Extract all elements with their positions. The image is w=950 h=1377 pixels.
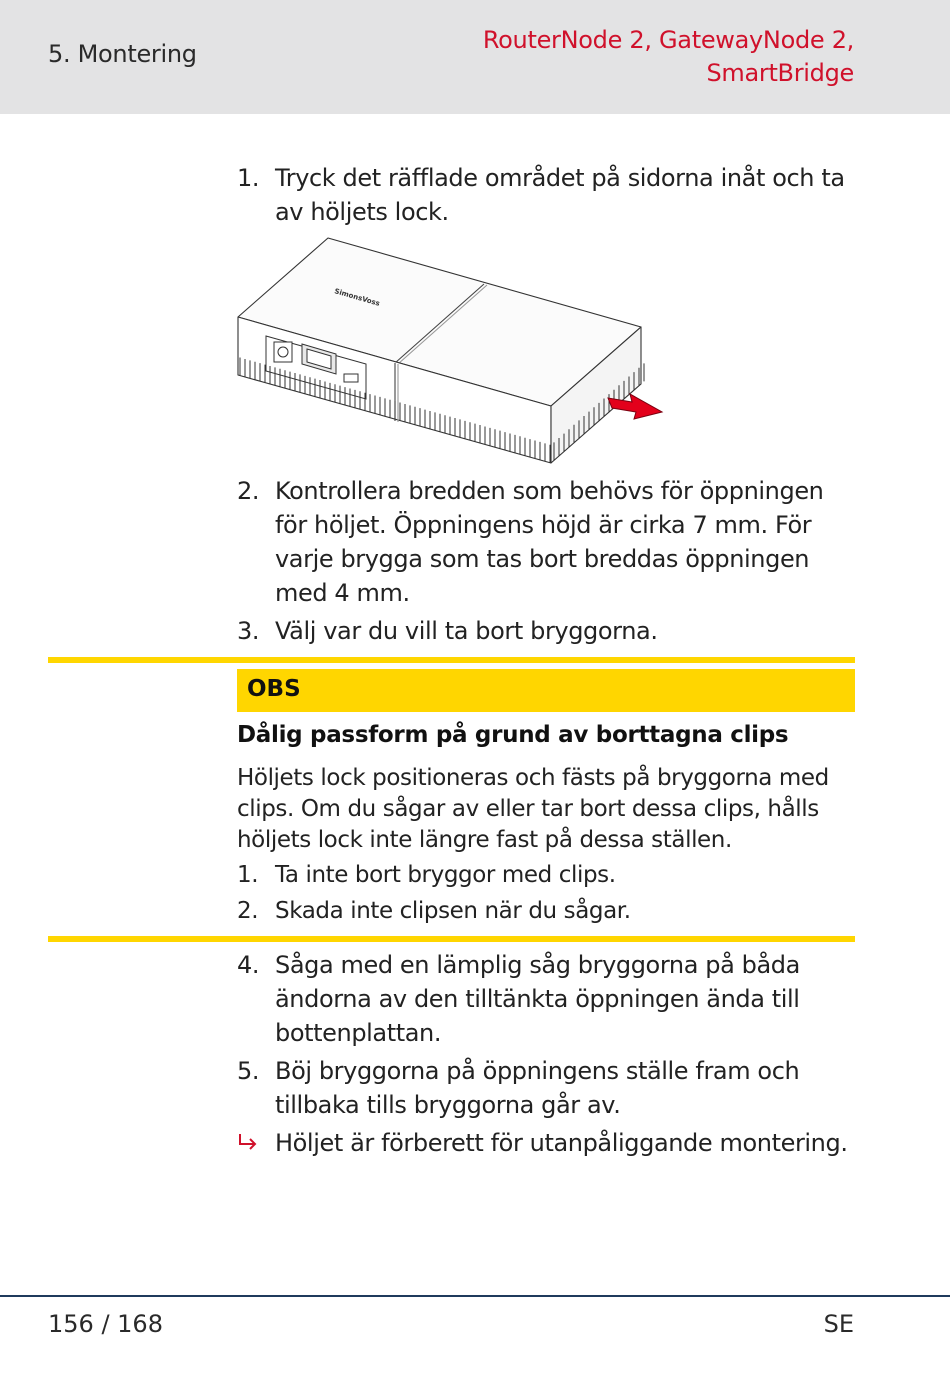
step-number: 5. xyxy=(237,1057,260,1085)
notice-top-rule xyxy=(48,657,855,663)
step-text: Böj bryggorna på öppningens ställe fram och tillbaka tills bryggorna går av. xyxy=(275,1057,800,1119)
step-text: Tryck det räfflade området på sidorna inåt och ta av höljets lock. xyxy=(275,164,845,226)
device-illustration xyxy=(236,236,668,468)
page-number: 156 / 168 xyxy=(48,1310,163,1338)
step-3 xyxy=(237,614,855,648)
notice-item-text: Ta inte bort bryggor med clips. xyxy=(275,862,616,888)
notice-item-1 xyxy=(237,860,855,890)
notice-item-number: 1. xyxy=(237,862,259,888)
result-text: Höljet är förberett för utanpåliggande montering. xyxy=(275,1129,848,1157)
step-text: Välj var du vill ta bort bryggorna. xyxy=(275,617,658,645)
step-1 xyxy=(237,161,855,229)
notice-label: OBS xyxy=(247,676,301,702)
product-title xyxy=(483,24,854,90)
step-2 xyxy=(237,474,855,610)
notice-title: Dålig passform på grund av borttagna clips xyxy=(237,722,789,748)
notice-item-2 xyxy=(237,896,855,926)
notice-bottom-rule xyxy=(48,936,855,942)
usb-port-icon xyxy=(344,374,358,382)
step-4 xyxy=(237,948,855,1050)
notice-label-bar xyxy=(237,669,855,712)
step-number: 1. xyxy=(237,164,260,192)
product-title-line1: RouterNode 2, GatewayNode 2, xyxy=(482,26,854,54)
step-number: 4. xyxy=(237,951,260,979)
step-text: Såga med en lämplig såg bryggorna på båda ändorna av den tilltänkta öppningen ända till bottenplattan. xyxy=(275,951,800,1047)
language-code: SE xyxy=(823,1310,854,1338)
step-number: 3. xyxy=(237,617,260,645)
footer-rule xyxy=(0,1295,950,1297)
page-header xyxy=(0,0,950,114)
notice-body: Höljets lock positioneras och fästs på bryggorna med clips. Om du sågar av eller tar bort dessa clips, hålls höljets lock inte längre fast på dessa ställen. xyxy=(237,765,829,853)
step-text: Kontrollera bredden som behövs för öppningen för höljet. Öppningens höjd är cirka 7 mm. För varje brygga som tas bort breddas öppningen med 4 mm. xyxy=(275,477,824,607)
product-title-line2: SmartBridge xyxy=(706,59,854,87)
result-arrow-icon xyxy=(237,1133,259,1151)
device-brand-label: SimonsVoss xyxy=(333,287,381,308)
section-title: 5. Montering xyxy=(48,40,197,68)
notice-item-text: Skada inte clipsen när du sågar. xyxy=(275,898,631,924)
step-number: 2. xyxy=(237,477,260,505)
notice-item-number: 2. xyxy=(237,898,259,924)
step-5 xyxy=(237,1054,855,1122)
